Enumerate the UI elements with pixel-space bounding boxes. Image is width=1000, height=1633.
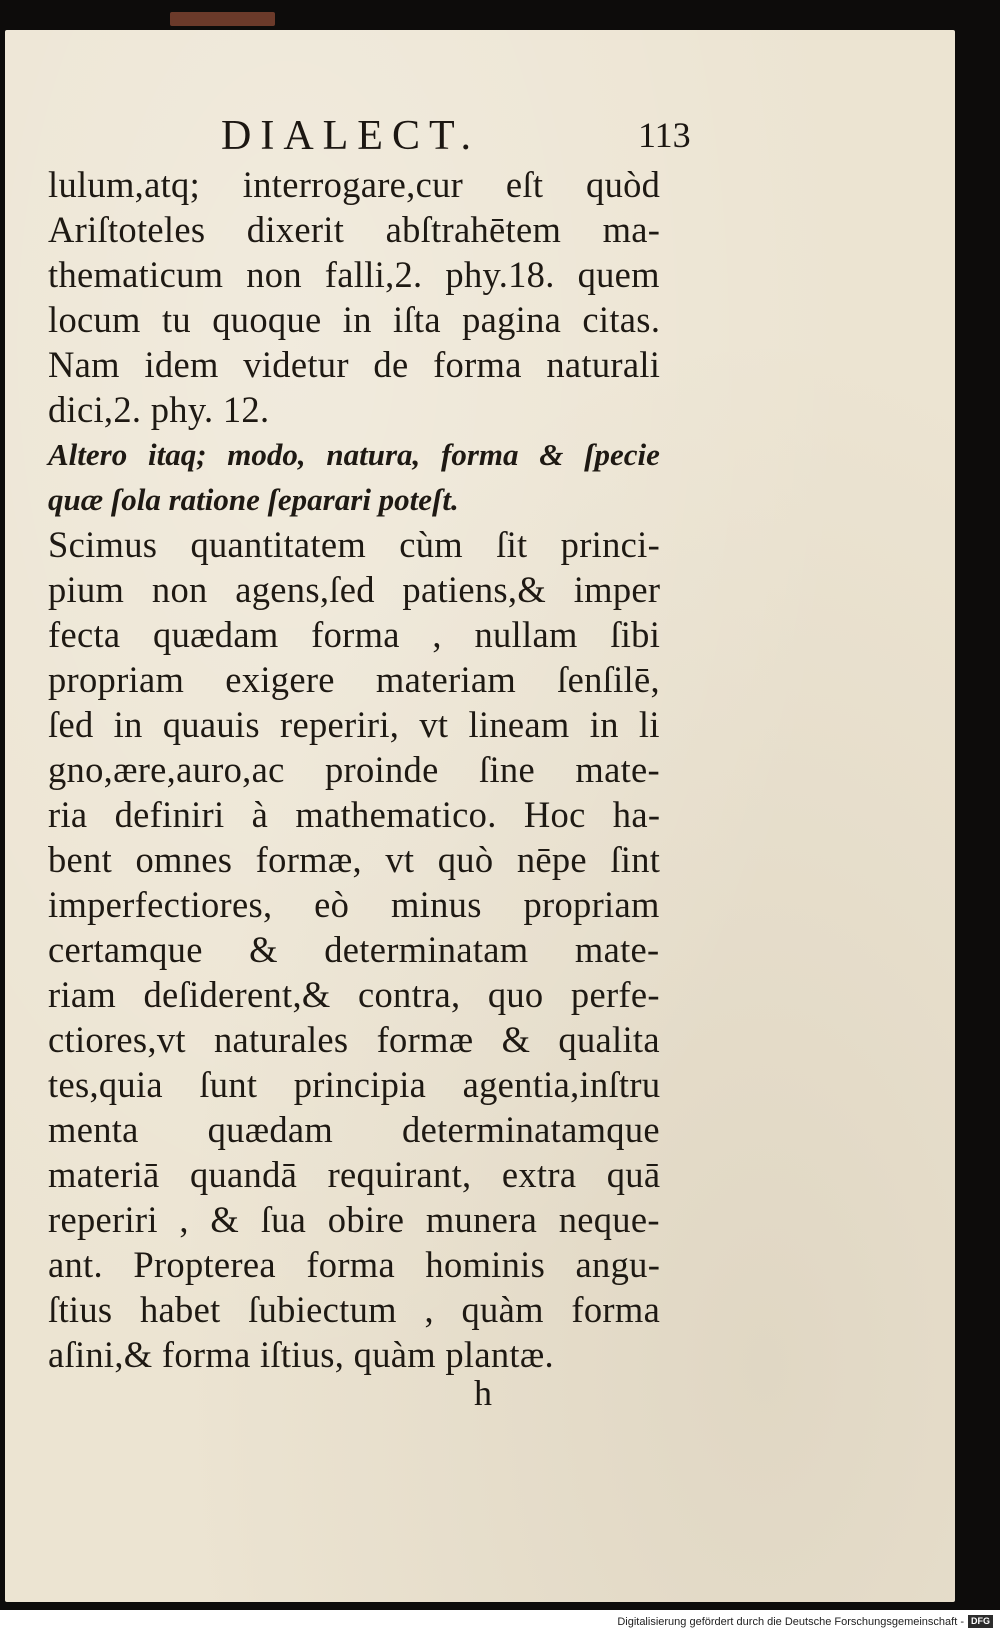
binding-tab <box>170 12 275 26</box>
text-line: tes,quia ſunt principia agentia,inſtru <box>48 1064 661 1105</box>
text-line: certamque & determinatam mate- <box>48 929 660 970</box>
text-line: aſini,& forma iſtius, quàm plantæ. <box>48 1334 554 1375</box>
text-line: imperfectiores, eò minus propriam <box>48 884 660 925</box>
text-line: thematicum non falli,2. phy.18. quem <box>48 254 660 295</box>
text-line: reperiri , & ſua obire munera neque- <box>48 1199 660 1240</box>
page-number: 113 <box>638 115 691 155</box>
text-line: ctiores,vt naturales formæ & qualita <box>48 1019 660 1060</box>
text-line: menta quædam determinatamque <box>48 1109 660 1150</box>
text-line: dici,2. phy. 12. <box>48 389 270 430</box>
text-line: riam deſiderent,& contra, quo perfe- <box>48 974 660 1015</box>
text-line: ant. Propterea forma hominis angu- <box>48 1244 661 1285</box>
text-line: Altero itaq; modo, natura, forma & ſpecie <box>48 437 660 472</box>
text-line: locum tu quoque in iſta pagina citas. <box>48 299 661 340</box>
text-line: Nam idem videtur de forma naturali <box>48 344 661 385</box>
text-line: gno,ære,auro,ac proinde ſine mate- <box>48 749 660 790</box>
running-head: DIALECT. <box>221 113 481 159</box>
text-line: bent omnes formæ, vt quò nēpe ſint <box>48 839 661 880</box>
text-line: pium non agens,ſed patiens,& imper <box>48 569 661 610</box>
text-line: ſtius habet ſubiectum , quàm forma <box>48 1289 661 1330</box>
signature-mark: h <box>474 1373 492 1413</box>
text-line: ſed in quauis reperiri, vt lineam in li <box>48 704 660 745</box>
dfg-logo: DFG <box>968 1615 993 1628</box>
text-line: materiā quandā requirant, extra quā <box>48 1154 661 1195</box>
text-line: lulum,atq; interrogare,cur eſt quòd <box>48 164 661 205</box>
text-line: ria definiri à mathematico. Hoc ha- <box>48 794 661 835</box>
text-line: propriam exigere materiam ſenſilē, <box>48 659 660 700</box>
footer-credit: Digitalisierung gefördert durch die Deutsche Forschungsgemeinschaft - <box>617 1616 964 1628</box>
text-line: Scimus quantitatem cùm ſit princi- <box>48 524 661 565</box>
text-line: quæ ſola ratione ſeparari poteſt. <box>48 482 459 517</box>
text-line: fecta quædam forma , nullam ſibi <box>48 614 661 655</box>
body-text <box>48 162 698 1377</box>
text-line: Ariſtoteles dixerit abſtrahētem ma- <box>48 209 661 250</box>
